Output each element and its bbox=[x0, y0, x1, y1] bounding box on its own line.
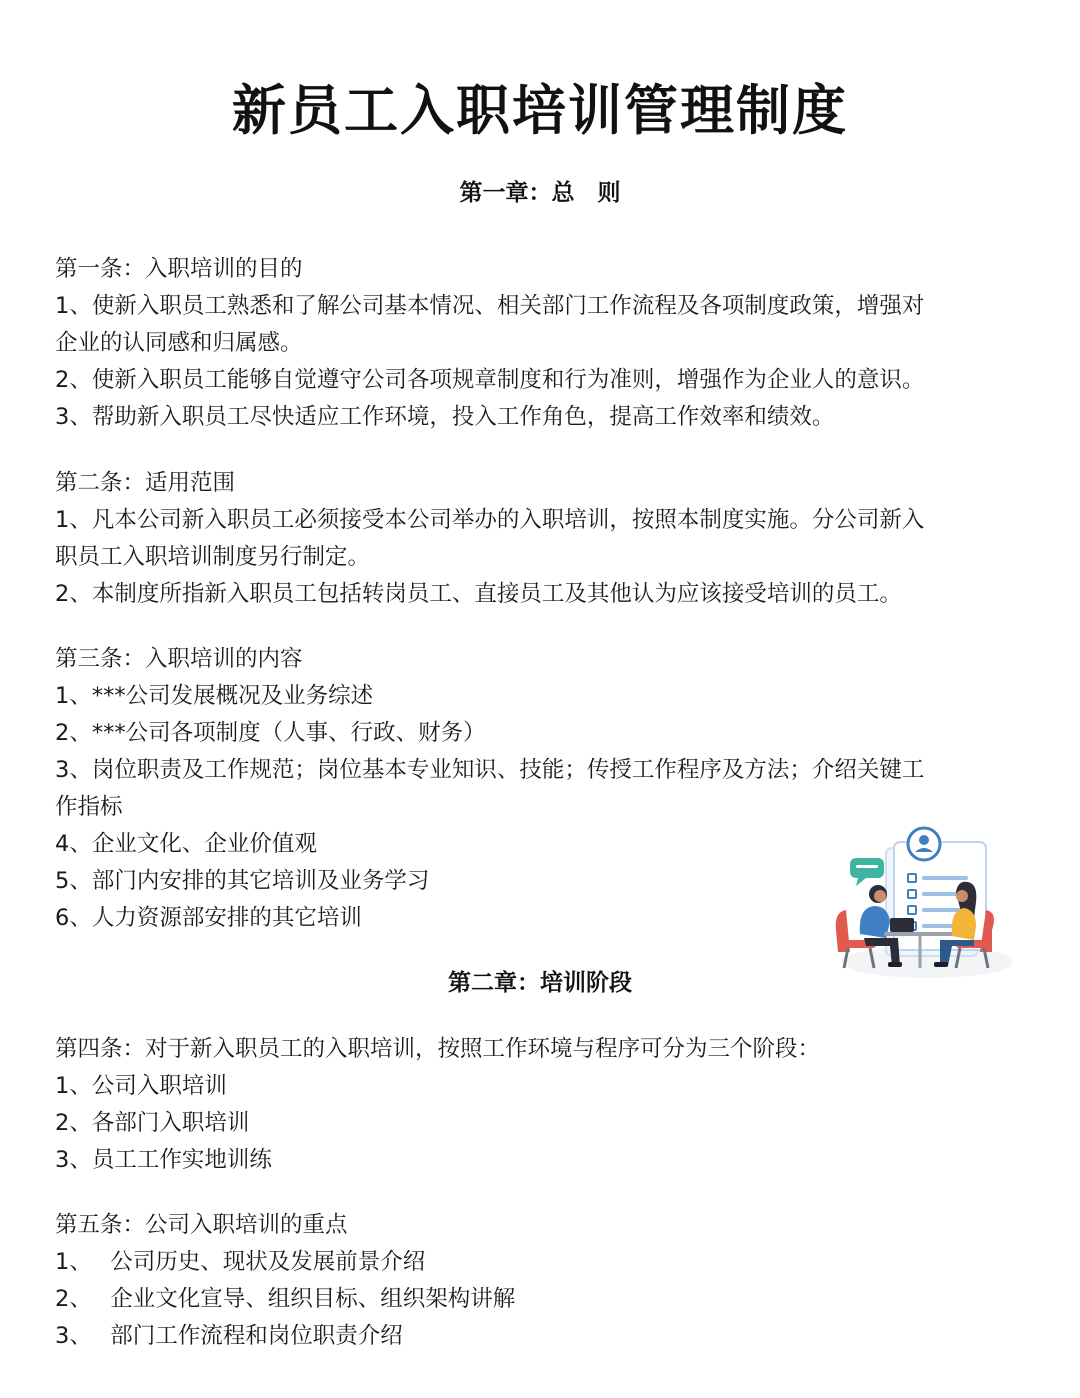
chapter-1-heading: 第一章：总 则 bbox=[459, 180, 621, 206]
article-2-heading: 第二条：适用范围 bbox=[55, 470, 236, 496]
article-4-item-3: 3、员工工作实地训练 bbox=[55, 1147, 272, 1173]
article-2-item-2: 2、本制度所指新入职员工包括转岗员工、直接员工及其他认为应该接受培训的员工。 bbox=[55, 581, 902, 607]
article-3-heading: 第三条：入职培训的内容 bbox=[55, 646, 303, 672]
article-3-item-1: 1、***公司发展概况及业务综述 bbox=[55, 683, 374, 709]
article-3-item-4: 4、企业文化、企业价值观 bbox=[55, 831, 317, 857]
article-1-item-1: 1、使新入职员工熟悉和了解公司基本情况、相关部门工作流程及各项制度政策，增强对 bbox=[55, 293, 925, 319]
article-5-item-1: 1、 公司历史、现状及发展前景介绍 bbox=[55, 1249, 426, 1275]
article-5-heading: 第五条：公司入职培训的重点 bbox=[55, 1212, 348, 1238]
article-1-item-1-cont: 企业的认同感和归属感。 bbox=[55, 330, 303, 356]
article-2-item-1: 1、凡本公司新入职员工必须接受本公司举办的入职培训，按照本制度实施。分公司新入 bbox=[55, 507, 925, 533]
article-4-item-1: 1、公司入职培训 bbox=[55, 1073, 227, 1099]
article-1-heading: 第一条：入职培训的目的 bbox=[55, 256, 303, 282]
article-1-item-2: 2、使新入职员工能够自觉遵守公司各项规章制度和行为准则，增强作为企业人的意识。 bbox=[55, 367, 925, 393]
article-3-item-6: 6、人力资源部安排的其它培训 bbox=[55, 905, 362, 931]
page-title: 新员工入职培训管理制度 bbox=[232, 79, 848, 142]
article-4-item-2: 2、各部门入职培训 bbox=[55, 1110, 250, 1136]
article-4-heading: 第四条：对于新入职员工的入职培训，按照工作环境与程序可分为三个阶段： bbox=[55, 1036, 821, 1062]
article-3-item-5: 5、部门内安排的其它培训及业务学习 bbox=[55, 868, 430, 894]
article-2-item-1-cont: 职员工入职培训制度另行制定。 bbox=[55, 544, 371, 570]
article-3-item-2: 2、***公司各项制度（人事、行政、财务） bbox=[55, 720, 486, 746]
article-5-item-3: 3、 部门工作流程和岗位职责介绍 bbox=[55, 1323, 403, 1349]
article-3-item-3-cont: 作指标 bbox=[55, 794, 123, 820]
chapter-2-heading: 第二章：培训阶段 bbox=[448, 970, 632, 996]
interview-illustration bbox=[828, 822, 1012, 984]
article-3-item-3: 3、岗位职责及工作规范；岗位基本专业知识、技能；传授工作程序及方法；介绍关键工 bbox=[55, 757, 925, 783]
article-1-item-3: 3、帮助新入职员工尽快适应工作环境，投入工作角色，提高工作效率和绩效。 bbox=[55, 404, 835, 430]
article-5-item-2: 2、 企业文化宣导、组织目标、组织架构讲解 bbox=[55, 1286, 516, 1312]
